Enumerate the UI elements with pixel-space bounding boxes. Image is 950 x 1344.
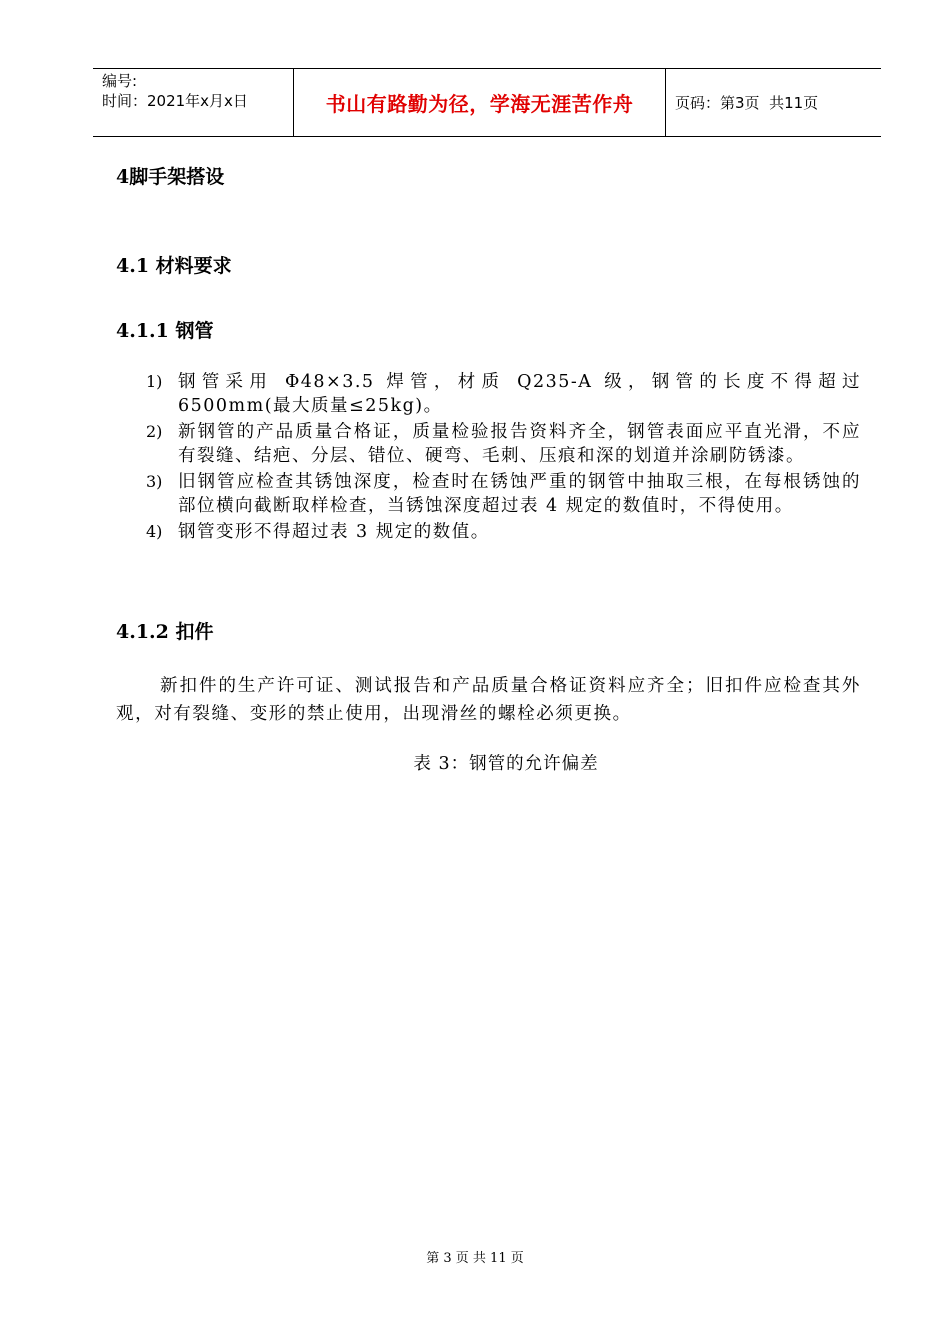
list-item-number: 4) bbox=[146, 522, 163, 541]
slogan-text: 书山有路勤为径，学海无涯苦作舟 bbox=[325, 92, 634, 116]
list-item bbox=[146, 470, 861, 518]
list-item-number: 2) bbox=[146, 422, 163, 441]
subsection-heading-materials: 4.1 材料要求 bbox=[116, 255, 232, 277]
table-caption: 表 3：钢管的允许偏差 bbox=[413, 754, 599, 774]
steel-pipe-requirements-list bbox=[146, 370, 861, 544]
time-label: 时间：2021年x月x日 bbox=[102, 92, 248, 110]
list-item-text: 旧钢管应检查其锈蚀深度，检查时在锈蚀严重的钢管中抽取三根，在每根锈蚀的部位横向截断取样检查，当锈蚀深度超过表 4 规定的数值时，不得使用。 bbox=[178, 472, 861, 516]
page-footer: 第 3 页 共 11 页 bbox=[426, 1251, 524, 1266]
subsection-heading-steel-pipe: 4.1.1 钢管 bbox=[116, 320, 214, 342]
page-info-text: 页码：第3页 共11页 bbox=[675, 94, 819, 112]
code-label: 编号: bbox=[102, 72, 138, 90]
list-item-number: 3) bbox=[146, 472, 163, 491]
list-item bbox=[146, 420, 861, 468]
list-item-text: 新钢管的产品质量合格证，质量检验报告资料齐全，钢管表面应平直光滑，不应有裂缝、结疤、分层、错位、硬弯、毛刺、压痕和深的划道并涂刷防锈漆。 bbox=[178, 422, 861, 466]
header-page-info bbox=[666, 69, 881, 136]
page-header bbox=[93, 68, 881, 137]
subsection-heading-fastener: 4.1.2 扣件 bbox=[116, 621, 214, 643]
fastener-paragraph: 新扣件的生产许可证、测试报告和产品质量合格证资料应齐全；旧扣件应检查其外观，对有裂缝、变形的禁止使用，出现滑丝的螺栓必须更换。 bbox=[116, 676, 861, 724]
header-slogan bbox=[293, 69, 666, 136]
list-item bbox=[146, 520, 861, 544]
section-heading: 4脚手架搭设 bbox=[116, 166, 225, 188]
list-item bbox=[146, 370, 861, 418]
list-item-text: 钢管采用 Φ48×3.5 焊管，材质 Q235-A 级，钢管的长度不得超过 6500mm(最大质量≤25kg)。 bbox=[178, 372, 861, 416]
list-item-number: 1) bbox=[146, 372, 163, 391]
header-meta bbox=[93, 69, 293, 136]
list-item-text: 钢管变形不得超过表 3 规定的数值。 bbox=[178, 522, 490, 542]
